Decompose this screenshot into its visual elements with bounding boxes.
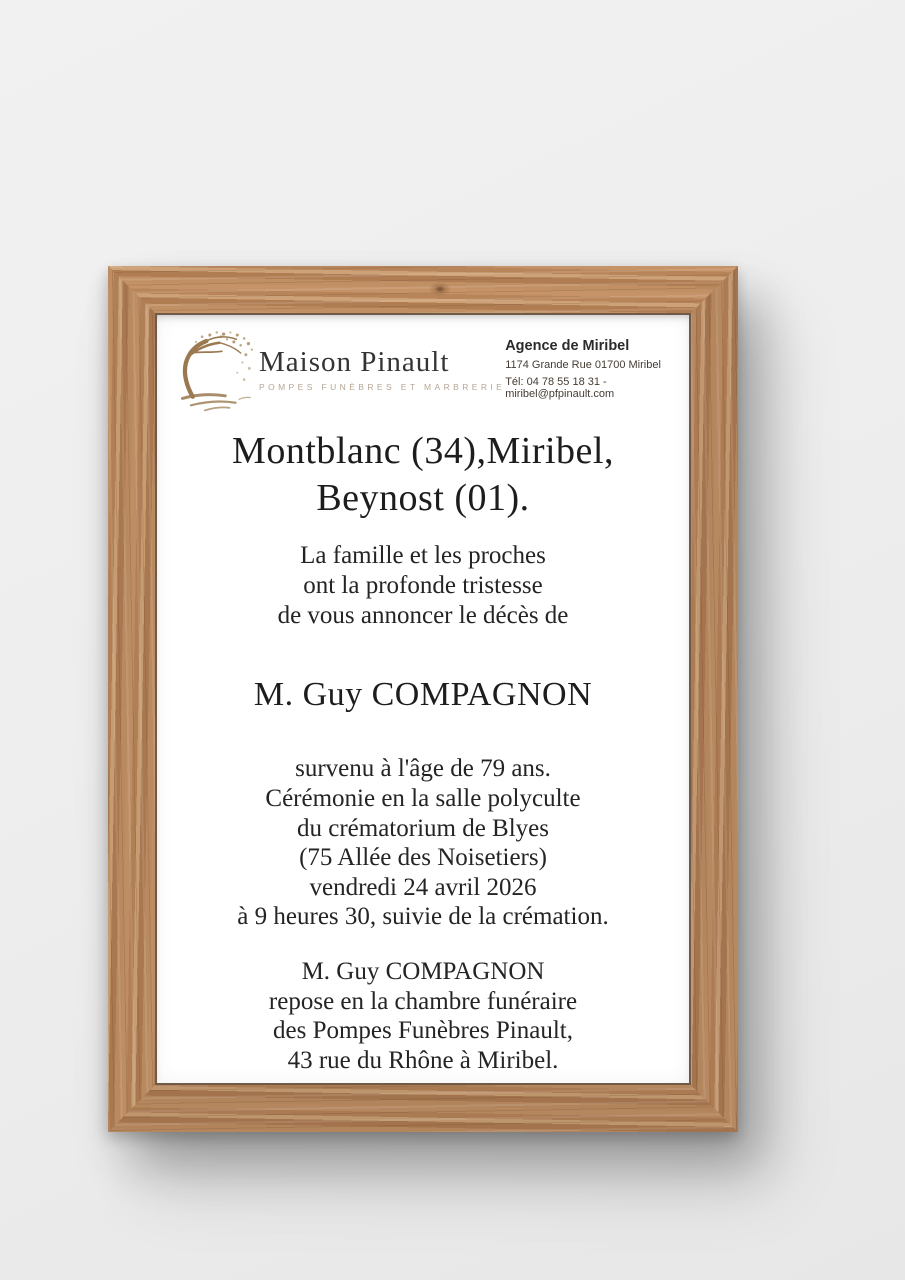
announcement-body <box>157 428 689 1076</box>
repose-line: 43 rue du Rhône à Miribel. <box>287 1046 559 1074</box>
ceremony-details <box>157 754 689 932</box>
agency-address: 1174 Grande Rue 01700 Miribel <box>505 359 661 371</box>
agency-title: Agence de Miribel <box>505 338 630 354</box>
intro-line: ont la profonde tristesse <box>303 572 543 600</box>
frame-left-rail <box>108 266 155 1132</box>
announcement-paper <box>155 313 691 1085</box>
frame-top-rail <box>108 266 738 313</box>
frame-bottom-rail <box>108 1085 738 1132</box>
frame-right-rail <box>691 266 738 1132</box>
funeral-home-logo <box>167 326 505 414</box>
localities-line: Beynost (01). <box>316 476 530 519</box>
intro-paragraph <box>157 541 689 630</box>
intro-line: de vous annoncer le décès de <box>277 601 569 629</box>
details-line: (75 Allée des Noisetiers) <box>299 844 547 872</box>
brand-name: Maison Pinault <box>259 346 450 378</box>
localities-title <box>157 428 689 521</box>
deceased-name: M. Guy COMPAGNON <box>253 676 593 714</box>
wooden-frame <box>108 266 738 1132</box>
brand-tagline: POMPES FUNÈBRES ET MARBRERIE <box>259 382 506 392</box>
localities-line: Montblanc (34),Miribel, <box>232 430 614 472</box>
repose-line: M. Guy COMPAGNON <box>301 958 545 986</box>
agency-contact-block <box>505 326 675 400</box>
repose-line: des Pompes Funèbres Pinault, <box>273 1017 573 1045</box>
details-line: vendredi 24 avril 2026 <box>309 873 537 901</box>
details-line: Cérémonie en la salle polyculte <box>265 784 581 812</box>
repose-line: repose en la chambre funéraire <box>268 987 578 1015</box>
details-line: à 9 heures 30, suivie de la crémation. <box>237 903 609 931</box>
intro-line: La famille et les proches <box>300 542 546 570</box>
brand-text <box>259 346 505 392</box>
tree-icon <box>167 328 263 414</box>
details-line: survenu à l'âge de 79 ans. <box>295 755 551 783</box>
letterhead <box>157 315 689 415</box>
details-line: du crématorium de Blyes <box>296 814 549 842</box>
agency-contact: Tél: 04 78 55 18 31 - miribel@pfpinault.com <box>505 376 615 400</box>
repose-paragraph <box>157 957 689 1076</box>
